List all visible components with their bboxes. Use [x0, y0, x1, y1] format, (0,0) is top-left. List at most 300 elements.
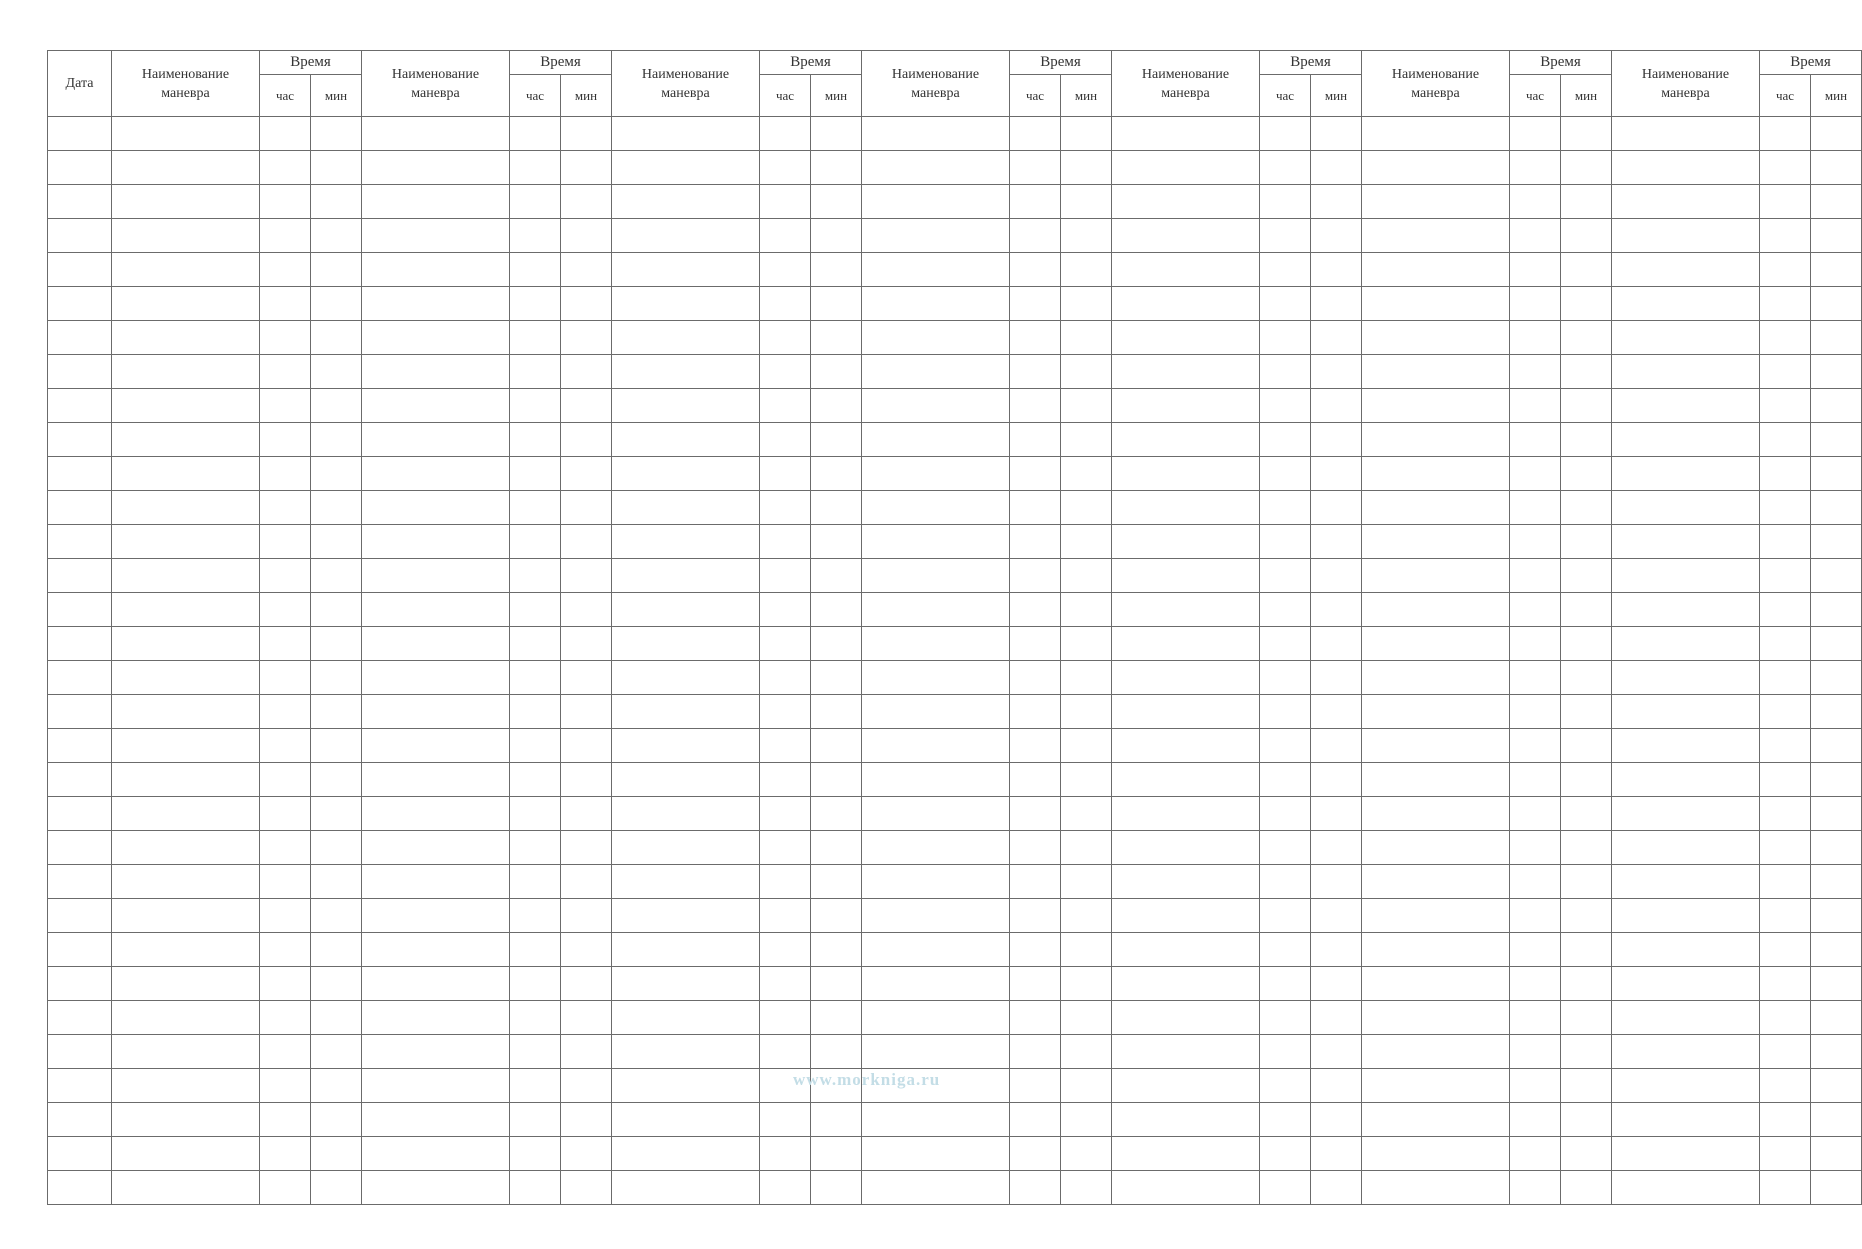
- hour-cell: [1260, 1171, 1311, 1205]
- hour-cell: [260, 593, 311, 627]
- table-row: [48, 491, 1862, 525]
- minute-cell: [1561, 865, 1612, 899]
- maneuver-name-cell: [112, 253, 260, 287]
- minute-cell: [811, 559, 862, 593]
- table-row: [48, 1035, 1862, 1069]
- hour-cell: [510, 695, 561, 729]
- maneuver-name-cell: [1362, 117, 1510, 151]
- minute-cell: [1561, 1103, 1612, 1137]
- hour-cell: [760, 1035, 811, 1069]
- maneuver-name-header: [862, 51, 1010, 117]
- maneuver-name-header: [362, 51, 510, 117]
- maneuver-name-cell: [1112, 287, 1260, 321]
- hour-cell: [1760, 695, 1811, 729]
- maneuver-name-cell: [362, 1137, 510, 1171]
- hour-cell: [260, 627, 311, 661]
- hour-cell: [1260, 695, 1311, 729]
- table-row: [48, 797, 1862, 831]
- maneuver-name-cell: [1612, 1001, 1760, 1035]
- minute-cell: [1061, 1137, 1112, 1171]
- minute-cell: [311, 899, 362, 933]
- table-row: [48, 1171, 1862, 1205]
- minute-cell: [1811, 763, 1862, 797]
- maneuver-name-cell: [862, 1001, 1010, 1035]
- maneuver-name-cell: [1612, 491, 1760, 525]
- hour-cell: [760, 729, 811, 763]
- maneuver-name-cell: [1612, 287, 1760, 321]
- hour-cell: [510, 423, 561, 457]
- maneuver-name-cell: [1112, 355, 1260, 389]
- maneuver-name-cell: [1112, 457, 1260, 491]
- minute-cell: [1561, 729, 1612, 763]
- hour-cell: [1760, 1137, 1811, 1171]
- hour-cell: [1760, 253, 1811, 287]
- maneuver-name-cell: [1362, 287, 1510, 321]
- minute-cell: [811, 797, 862, 831]
- maneuver-name-cell: [1112, 763, 1260, 797]
- hour-cell: [260, 933, 311, 967]
- minute-cell: [311, 525, 362, 559]
- maneuver-name-cell: [112, 593, 260, 627]
- maneuver-name-cell: [862, 1171, 1010, 1205]
- date-cell: [48, 729, 112, 763]
- maneuver-name-cell: [362, 559, 510, 593]
- minute-cell: [561, 1103, 612, 1137]
- hour-cell: [1010, 321, 1061, 355]
- minute-header: мин: [1311, 75, 1362, 117]
- maneuver-name-cell: [362, 831, 510, 865]
- minute-cell: [561, 763, 612, 797]
- maneuver-name-cell: [362, 695, 510, 729]
- maneuver-name-cell: [612, 457, 760, 491]
- hour-cell: [510, 389, 561, 423]
- minute-cell: [1061, 491, 1112, 525]
- hour-cell: [760, 695, 811, 729]
- minute-cell: [811, 1035, 862, 1069]
- date-cell: [48, 1069, 112, 1103]
- hour-cell: [1510, 355, 1561, 389]
- table-row: [48, 899, 1862, 933]
- minute-cell: [561, 389, 612, 423]
- maneuver-name-cell: [862, 627, 1010, 661]
- maneuver-name-cell: [1612, 389, 1760, 423]
- hour-cell: [1260, 797, 1311, 831]
- minute-cell: [811, 661, 862, 695]
- maneuver-name-cell: [1362, 355, 1510, 389]
- maneuver-name-cell: [862, 253, 1010, 287]
- maneuver-name-cell: [112, 219, 260, 253]
- minute-cell: [1811, 525, 1862, 559]
- maneuver-name-cell: [362, 627, 510, 661]
- hour-cell: [1010, 457, 1061, 491]
- minute-cell: [1311, 627, 1362, 661]
- maneuver-name-header: [1362, 51, 1510, 117]
- minute-cell: [1061, 321, 1112, 355]
- maneuver-name-cell: [1612, 355, 1760, 389]
- maneuver-name-cell: [862, 933, 1010, 967]
- minute-cell: [1811, 117, 1862, 151]
- hour-header: час: [1760, 75, 1811, 117]
- maneuver-name-cell: [362, 117, 510, 151]
- minute-cell: [1061, 185, 1112, 219]
- hour-cell: [760, 1137, 811, 1171]
- time-header: Время: [1010, 51, 1112, 75]
- maneuver-name-cell: [1612, 865, 1760, 899]
- minute-cell: [561, 933, 612, 967]
- minute-cell: [811, 763, 862, 797]
- maneuver-name-cell: [1362, 1035, 1510, 1069]
- minute-cell: [1811, 967, 1862, 1001]
- hour-cell: [760, 627, 811, 661]
- minute-cell: [1811, 1001, 1862, 1035]
- hour-cell: [760, 287, 811, 321]
- minute-cell: [1311, 1001, 1362, 1035]
- hour-cell: [760, 355, 811, 389]
- maneuver-name-cell: [112, 729, 260, 763]
- maneuver-name-cell: [862, 355, 1010, 389]
- minute-cell: [1061, 1035, 1112, 1069]
- maneuver-name-cell: [1112, 559, 1260, 593]
- maneuver-name-cell: [1612, 219, 1760, 253]
- minute-cell: [1061, 627, 1112, 661]
- maneuver-name-cell: [112, 1103, 260, 1137]
- minute-cell: [811, 423, 862, 457]
- maneuver-name-cell: [1612, 151, 1760, 185]
- minute-cell: [811, 525, 862, 559]
- maneuver-name-cell: [1362, 1069, 1510, 1103]
- hour-cell: [510, 253, 561, 287]
- maneuver-name-cell: [1112, 933, 1260, 967]
- maneuver-name-cell: [1362, 219, 1510, 253]
- minute-cell: [311, 1171, 362, 1205]
- hour-cell: [1260, 967, 1311, 1001]
- minute-cell: [811, 933, 862, 967]
- maneuver-log-table: [47, 50, 1862, 1205]
- hour-cell: [260, 389, 311, 423]
- date-cell: [48, 763, 112, 797]
- minute-cell: [311, 797, 362, 831]
- minute-cell: [311, 287, 362, 321]
- maneuver-name-cell: [612, 151, 760, 185]
- hour-cell: [1510, 287, 1561, 321]
- maneuver-name-cell: [612, 729, 760, 763]
- minute-cell: [1061, 253, 1112, 287]
- maneuver-name-cell: [362, 593, 510, 627]
- minute-cell: [1061, 729, 1112, 763]
- minute-cell: [311, 117, 362, 151]
- minute-cell: [1061, 797, 1112, 831]
- minute-cell: [1311, 491, 1362, 525]
- minute-cell: [561, 627, 612, 661]
- hour-cell: [1010, 593, 1061, 627]
- maneuver-name-cell: [362, 525, 510, 559]
- minute-cell: [1811, 831, 1862, 865]
- hour-cell: [1010, 219, 1061, 253]
- hour-cell: [1510, 763, 1561, 797]
- hour-cell: [510, 457, 561, 491]
- hour-cell: [260, 865, 311, 899]
- table-row: [48, 627, 1862, 661]
- minute-cell: [1811, 695, 1862, 729]
- minute-cell: [1061, 117, 1112, 151]
- hour-cell: [510, 661, 561, 695]
- maneuver-name-header-line2: маневра: [1661, 85, 1710, 101]
- hour-cell: [1760, 525, 1811, 559]
- maneuver-name-cell: [862, 525, 1010, 559]
- hour-cell: [260, 151, 311, 185]
- date-cell: [48, 151, 112, 185]
- minute-cell: [1061, 287, 1112, 321]
- maneuver-name-cell: [362, 933, 510, 967]
- hour-cell: [1760, 1001, 1811, 1035]
- header-row-top: [48, 51, 1862, 75]
- hour-cell: [1510, 695, 1561, 729]
- hour-cell: [260, 117, 311, 151]
- hour-cell: [1010, 423, 1061, 457]
- hour-cell: [1260, 1137, 1311, 1171]
- maneuver-name-cell: [1612, 627, 1760, 661]
- minute-cell: [1311, 899, 1362, 933]
- maneuver-name-cell: [612, 389, 760, 423]
- minute-cell: [1811, 933, 1862, 967]
- minute-cell: [1811, 593, 1862, 627]
- minute-cell: [561, 1001, 612, 1035]
- hour-cell: [510, 355, 561, 389]
- maneuver-name-cell: [862, 797, 1010, 831]
- date-cell: [48, 389, 112, 423]
- minute-cell: [1311, 185, 1362, 219]
- hour-cell: [260, 185, 311, 219]
- minute-cell: [311, 967, 362, 1001]
- maneuver-name-cell: [612, 695, 760, 729]
- maneuver-name-cell: [862, 1103, 1010, 1137]
- minute-cell: [1311, 1069, 1362, 1103]
- hour-cell: [1010, 1069, 1061, 1103]
- hour-cell: [1010, 1035, 1061, 1069]
- hour-cell: [1260, 1069, 1311, 1103]
- minute-cell: [1561, 559, 1612, 593]
- maneuver-name-cell: [862, 593, 1010, 627]
- minute-cell: [811, 321, 862, 355]
- minute-cell: [1311, 525, 1362, 559]
- hour-cell: [1510, 117, 1561, 151]
- hour-cell: [1510, 491, 1561, 525]
- hour-cell: [1510, 967, 1561, 1001]
- hour-cell: [260, 763, 311, 797]
- minute-cell: [1811, 627, 1862, 661]
- minute-cell: [1061, 423, 1112, 457]
- hour-header: час: [1260, 75, 1311, 117]
- minute-cell: [561, 457, 612, 491]
- minute-cell: [1561, 117, 1612, 151]
- maneuver-name-cell: [1612, 117, 1760, 151]
- maneuver-name-cell: [112, 933, 260, 967]
- maneuver-name-cell: [1112, 967, 1260, 1001]
- hour-cell: [1260, 865, 1311, 899]
- minute-cell: [311, 1137, 362, 1171]
- hour-cell: [1010, 797, 1061, 831]
- hour-cell: [260, 1137, 311, 1171]
- minute-cell: [561, 593, 612, 627]
- maneuver-name-cell: [112, 627, 260, 661]
- maneuver-name-cell: [862, 763, 1010, 797]
- log-body: [48, 117, 1862, 1205]
- maneuver-name-cell: [862, 661, 1010, 695]
- hour-cell: [1010, 865, 1061, 899]
- maneuver-name-header: [112, 51, 260, 117]
- maneuver-name-cell: [362, 1069, 510, 1103]
- hour-cell: [1260, 355, 1311, 389]
- hour-cell: [1760, 355, 1811, 389]
- hour-cell: [510, 627, 561, 661]
- minute-cell: [1311, 865, 1362, 899]
- minute-cell: [1311, 321, 1362, 355]
- maneuver-name-cell: [362, 1001, 510, 1035]
- maneuver-name-header-line1: Наименование: [1641, 66, 1730, 82]
- minute-cell: [561, 287, 612, 321]
- maneuver-name-cell: [362, 219, 510, 253]
- maneuver-name-cell: [612, 355, 760, 389]
- minute-cell: [1811, 423, 1862, 457]
- minute-cell: [1311, 933, 1362, 967]
- hour-header: час: [260, 75, 311, 117]
- hour-cell: [1510, 1171, 1561, 1205]
- hour-cell: [1760, 899, 1811, 933]
- date-cell: [48, 661, 112, 695]
- hour-cell: [1260, 899, 1311, 933]
- maneuver-name-cell: [1112, 389, 1260, 423]
- maneuver-name-cell: [1112, 151, 1260, 185]
- minute-cell: [811, 627, 862, 661]
- maneuver-name-cell: [1362, 525, 1510, 559]
- minute-cell: [1061, 831, 1112, 865]
- maneuver-name-header-line2: маневра: [911, 85, 960, 101]
- hour-cell: [260, 423, 311, 457]
- table-row: [48, 865, 1862, 899]
- maneuver-name-cell: [612, 627, 760, 661]
- table-row: [48, 457, 1862, 491]
- hour-cell: [510, 1137, 561, 1171]
- minute-cell: [311, 559, 362, 593]
- maneuver-name-cell: [1112, 899, 1260, 933]
- hour-cell: [510, 899, 561, 933]
- minute-cell: [561, 967, 612, 1001]
- maneuver-name-cell: [112, 695, 260, 729]
- minute-cell: [1061, 389, 1112, 423]
- minute-cell: [311, 865, 362, 899]
- minute-cell: [561, 1069, 612, 1103]
- hour-cell: [1010, 729, 1061, 763]
- maneuver-name-cell: [112, 797, 260, 831]
- maneuver-name-cell: [612, 1035, 760, 1069]
- hour-cell: [1760, 185, 1811, 219]
- minute-cell: [1311, 593, 1362, 627]
- maneuver-name-header-line2: маневра: [1411, 85, 1460, 101]
- maneuver-name-header-line1: Наименование: [391, 66, 480, 82]
- hour-cell: [1510, 1069, 1561, 1103]
- minute-cell: [1061, 661, 1112, 695]
- maneuver-name-cell: [1112, 695, 1260, 729]
- maneuver-name-cell: [862, 831, 1010, 865]
- minute-cell: [1561, 797, 1612, 831]
- minute-cell: [811, 219, 862, 253]
- minute-cell: [811, 729, 862, 763]
- minute-cell: [311, 355, 362, 389]
- hour-header: час: [510, 75, 561, 117]
- hour-cell: [1760, 763, 1811, 797]
- table-row: [48, 831, 1862, 865]
- minute-cell: [1561, 185, 1612, 219]
- hour-cell: [1010, 627, 1061, 661]
- maneuver-name-cell: [362, 899, 510, 933]
- date-cell: [48, 865, 112, 899]
- minute-cell: [811, 355, 862, 389]
- hour-cell: [1760, 593, 1811, 627]
- minute-header: мин: [311, 75, 362, 117]
- maneuver-name-cell: [112, 185, 260, 219]
- hour-cell: [260, 321, 311, 355]
- hour-cell: [260, 1069, 311, 1103]
- maneuver-name-cell: [1362, 831, 1510, 865]
- maneuver-name-cell: [612, 865, 760, 899]
- maneuver-name-cell: [1612, 423, 1760, 457]
- maneuver-name-cell: [112, 423, 260, 457]
- hour-cell: [760, 491, 811, 525]
- minute-cell: [311, 1001, 362, 1035]
- minute-cell: [561, 423, 612, 457]
- minute-cell: [1811, 1103, 1862, 1137]
- maneuver-name-cell: [1612, 763, 1760, 797]
- minute-cell: [1061, 593, 1112, 627]
- minute-cell: [1811, 287, 1862, 321]
- minute-cell: [311, 933, 362, 967]
- table-row: [48, 117, 1862, 151]
- hour-cell: [1010, 117, 1061, 151]
- hour-cell: [510, 729, 561, 763]
- maneuver-name-cell: [1612, 253, 1760, 287]
- minute-header: мин: [561, 75, 612, 117]
- hour-cell: [760, 865, 811, 899]
- hour-cell: [260, 1035, 311, 1069]
- hour-cell: [1010, 253, 1061, 287]
- maneuver-name-cell: [1112, 253, 1260, 287]
- hour-cell: [1510, 831, 1561, 865]
- minute-cell: [311, 661, 362, 695]
- hour-cell: [260, 797, 311, 831]
- maneuver-name-header: [1612, 51, 1760, 117]
- minute-cell: [811, 253, 862, 287]
- hour-cell: [1260, 389, 1311, 423]
- hour-cell: [1510, 457, 1561, 491]
- maneuver-name-cell: [112, 899, 260, 933]
- maneuver-name-cell: [1362, 729, 1510, 763]
- maneuver-name-cell: [1112, 321, 1260, 355]
- maneuver-name-cell: [1362, 559, 1510, 593]
- minute-cell: [1811, 321, 1862, 355]
- minute-cell: [1061, 1001, 1112, 1035]
- minute-cell: [561, 1035, 612, 1069]
- hour-cell: [1260, 491, 1311, 525]
- hour-cell: [1010, 831, 1061, 865]
- maneuver-name-cell: [1612, 1137, 1760, 1171]
- minute-cell: [1061, 525, 1112, 559]
- hour-cell: [1010, 661, 1061, 695]
- maneuver-name-cell: [1112, 117, 1260, 151]
- maneuver-name-cell: [862, 967, 1010, 1001]
- minute-cell: [1311, 117, 1362, 151]
- date-header: Дата: [48, 51, 112, 117]
- hour-cell: [1760, 797, 1811, 831]
